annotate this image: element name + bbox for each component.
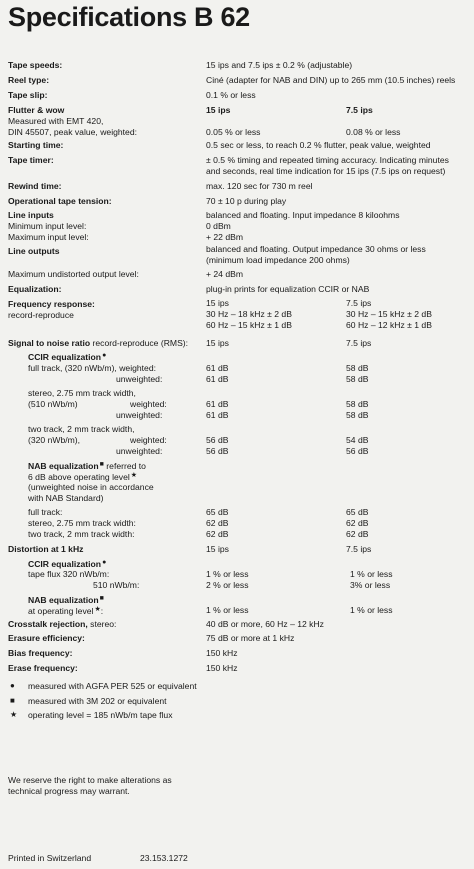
rewind-time-value: max. 120 sec for 730 m reel	[206, 181, 313, 191]
erasure-value: 75 dB or more at 1 kHz	[206, 633, 295, 643]
snr-stereo-1: stereo, 2.75 mm track width,	[28, 388, 136, 398]
distortion-nab-v-15: 1 % or less	[206, 605, 249, 615]
snr-ccir-v5-15: 56 dB	[206, 446, 229, 456]
snr-nab-v2-15: 62 dB	[206, 529, 229, 539]
footnote-3-text: operating level = 185 nWb/m tape flux	[28, 710, 173, 720]
printed-in: Printed in Switzerland	[8, 853, 92, 863]
footnote-1-text: measured with AGFA PER 525 or equivalent	[28, 681, 197, 691]
snr-ccir-v4-15: 56 dB	[206, 435, 229, 445]
snr-col-75: 7.5 ips	[346, 338, 372, 348]
tape-timer-label: Tape timer:	[8, 155, 54, 165]
snr-nab-label	[28, 460, 146, 472]
snr-stereo-2: (510 nWb/m)	[28, 399, 78, 409]
snr-weighted-2: weighted:	[130, 399, 167, 409]
line-outputs-value-1: balanced and floating. Output impedance 30 ohms or less	[206, 244, 426, 254]
flutter-value-75: 0.08 % or less	[346, 127, 401, 137]
distortion-flux-1: tape flux 320 nWb/m:	[28, 569, 110, 579]
snr-nab-v0-75: 65 dB	[346, 507, 369, 517]
line-outputs-label: Line outputs	[8, 246, 60, 256]
crosstalk-label	[8, 619, 116, 630]
flutter-sub-2: DIN 45507, peak value, weighted:	[8, 127, 137, 137]
disclaimer-line-2: technical progress may warrant.	[8, 786, 130, 796]
circle-marker-icon: ●	[102, 559, 107, 566]
snr-nab-full: full track:	[28, 507, 63, 517]
snr-nab-text: NAB equalization	[28, 461, 99, 471]
tape-speeds-label: Tape speeds:	[8, 60, 63, 70]
reel-type-value: Ciné (adapter for NAB and DIN) up to 265 mm (10.5 inches) reels	[206, 75, 456, 85]
snr-ccir-v0-15: 61 dB	[206, 363, 229, 373]
snr-nab-ref: referred to	[106, 461, 146, 471]
max-input-label: Maximum input level:	[8, 232, 89, 242]
distortion-col-75: 7.5 ips	[346, 544, 372, 554]
footnote-circle-icon: ●	[10, 681, 15, 690]
star-marker-icon: ★	[94, 606, 101, 613]
line-inputs-value: balanced and floating. Input impedance 8 kiloohms	[206, 210, 400, 220]
snr-unweighted-2: unweighted:	[116, 410, 163, 420]
disclaimer-line-1: We reserve the right to make alterations as	[8, 775, 172, 785]
snr-label	[8, 338, 188, 349]
star-marker-icon: ★	[130, 472, 138, 479]
snr-ccir-v4-75: 54 dB	[346, 435, 369, 445]
snr-ccir-v3-15: 61 dB	[206, 410, 229, 420]
snr-nab-note-1-text: 6 dB above operating level	[28, 472, 130, 482]
flutter-col-75: 7.5 ips	[346, 105, 373, 115]
snr-nab-stereo: stereo, 2.75 mm track width:	[28, 518, 136, 528]
snr-ccir-v3-75: 58 dB	[346, 410, 369, 420]
flutter-label: Flutter & wow	[8, 105, 65, 115]
document-number: 23.153.1272	[140, 853, 188, 863]
freq-response-sub: record-reproduce	[8, 310, 74, 320]
freq-col-75: 7.5 ips	[346, 298, 372, 308]
snr-ccir-v2-15: 61 dB	[206, 399, 229, 409]
snr-two-track-2: (320 nWb/m),	[28, 435, 81, 445]
snr-nab-v2-75: 62 dB	[346, 529, 369, 539]
snr-weighted-3: weighted:	[130, 435, 167, 445]
crosstalk-value: 40 dB or more, 60 Hz – 12 kHz	[206, 619, 324, 629]
distortion-ccir-v1-15: 2 % or less	[206, 580, 249, 590]
max-output-label: Maximum undistorted output level:	[8, 269, 139, 279]
snr-ccir-v2-75: 58 dB	[346, 399, 369, 409]
distortion-ccir-text: CCIR equalization	[28, 559, 102, 569]
snr-ccir-v0-75: 58 dB	[346, 363, 369, 373]
distortion-label: Distortion at 1 kHz	[8, 544, 84, 554]
distortion-nab-label	[28, 594, 104, 606]
line-inputs-label: Line inputs	[8, 210, 54, 220]
freq-75-range-1: 30 Hz – 15 kHz ± 2 dB	[346, 309, 432, 319]
distortion-col-15: 15 ips	[206, 544, 229, 554]
distortion-nab-sub-text: at operating level	[28, 606, 94, 616]
min-input-label: Minimum input level:	[8, 221, 87, 231]
bias-value: 150 kHz	[206, 648, 238, 658]
footnote-star-icon: ★	[10, 710, 18, 719]
tape-speeds-value: 15 ips and 7.5 ips ± 0.2 % (adjustable)	[206, 60, 353, 70]
erase-value: 150 kHz	[206, 663, 238, 673]
snr-nab-v0-15: 65 dB	[206, 507, 229, 517]
freq-75-range-2: 60 Hz – 12 kHz ± 1 dB	[346, 320, 432, 330]
equalization-label: Equalization:	[8, 284, 62, 294]
crosstalk-label-rest: stereo:	[90, 619, 117, 629]
footnote-square-icon: ■	[10, 696, 15, 705]
snr-two-track-1: two track, 2 mm track width,	[28, 424, 135, 434]
freq-15-range-1: 30 Hz – 18 kHz ± 2 dB	[206, 309, 292, 319]
tape-timer-value-1: ± 0.5 % timing and repeated timing accuracy. Indicating minutes	[206, 155, 449, 165]
square-marker-icon: ■	[99, 461, 104, 468]
crosstalk-label-bold: Crosstalk rejection,	[8, 619, 88, 629]
tape-slip-label: Tape slip:	[8, 90, 48, 100]
tape-tension-label: Operational tape tension:	[8, 196, 112, 206]
freq-response-label: Frequency response:	[8, 299, 95, 309]
freq-col-15: 15 ips	[206, 298, 229, 308]
distortion-nab-v-75: 1 % or less	[350, 605, 393, 615]
freq-15-range-2: 60 Hz – 15 kHz ± 1 dB	[206, 320, 292, 330]
reel-type-label: Reel type:	[8, 75, 50, 85]
snr-col-15: 15 ips	[206, 338, 229, 348]
distortion-ccir-v0-75: 1 % or less	[350, 569, 393, 579]
snr-ccir-v5-75: 56 dB	[346, 446, 369, 456]
square-marker-icon: ■	[99, 595, 104, 602]
tape-tension-value: 70 ± 10 p during play	[206, 196, 287, 206]
snr-unweighted-1: unweighted:	[116, 374, 163, 384]
snr-ccir-v1-15: 61 dB	[206, 374, 229, 384]
snr-ccir-v1-75: 58 dB	[346, 374, 369, 384]
tape-timer-value-2: and seconds, real time indication for 15 ips (7.5 ips on request)	[206, 166, 446, 176]
snr-label-rest: record-reproduce (RMS):	[92, 338, 189, 348]
snr-nab-v1-75: 62 dB	[346, 518, 369, 528]
min-input-value: 0 dBm	[206, 221, 231, 231]
footnote-2-text: measured with 3M 202 or equivalent	[28, 696, 167, 706]
rewind-time-label: Rewind time:	[8, 181, 62, 191]
circle-marker-icon: ●	[102, 352, 107, 359]
flutter-col-15: 15 ips	[206, 105, 231, 115]
equalization-value: plug-in prints for equalization CCIR or NAB	[206, 284, 370, 294]
erase-label: Erase frequency:	[8, 663, 78, 673]
distortion-ccir-v0-15: 1 % or less	[206, 569, 249, 579]
max-output-value: + 24 dBm	[206, 269, 244, 279]
snr-full-track: full track, (320 nWb/m), weighted:	[28, 363, 156, 373]
snr-nab-note-3: with NAB Standard)	[28, 493, 104, 503]
snr-nab-v1-15: 62 dB	[206, 518, 229, 528]
snr-nab-note-2: (unweighted noise in accordance	[28, 482, 154, 492]
snr-label-bold: Signal to noise ratio	[8, 338, 91, 348]
starting-time-label: Starting time:	[8, 140, 64, 150]
max-input-value: + 22 dBm	[206, 232, 244, 242]
bias-label: Bias frequency:	[8, 648, 73, 658]
snr-nab-two: two track, 2 mm track width:	[28, 529, 135, 539]
snr-nab-note-1	[28, 471, 137, 483]
flutter-value-15: 0.05 % or less	[206, 127, 261, 137]
snr-unweighted-3: unweighted:	[116, 446, 163, 456]
snr-ccir-label	[28, 351, 106, 363]
flutter-sub-1: Measured with EMT 420,	[8, 116, 104, 126]
starting-time-value: 0.5 sec or less, to reach 0.2 % flutter, peak value, weighted	[206, 140, 431, 150]
distortion-nab-text: NAB equalization	[28, 595, 99, 605]
page-title: Specifications B 62	[8, 2, 250, 32]
distortion-ccir-label	[28, 558, 106, 570]
erasure-label: Erasure efficiency:	[8, 633, 85, 643]
tape-slip-value: 0.1 % or less	[206, 90, 256, 100]
snr-ccir-text: CCIR equalization	[28, 352, 102, 362]
distortion-ccir-v1-75: 3% or less	[350, 580, 391, 590]
line-outputs-value-2: (minimum load impedance 200 ohms)	[206, 255, 350, 265]
distortion-flux-2: 510 nWb/m:	[93, 580, 140, 590]
distortion-nab-sub: at operating level★:	[28, 606, 104, 616]
